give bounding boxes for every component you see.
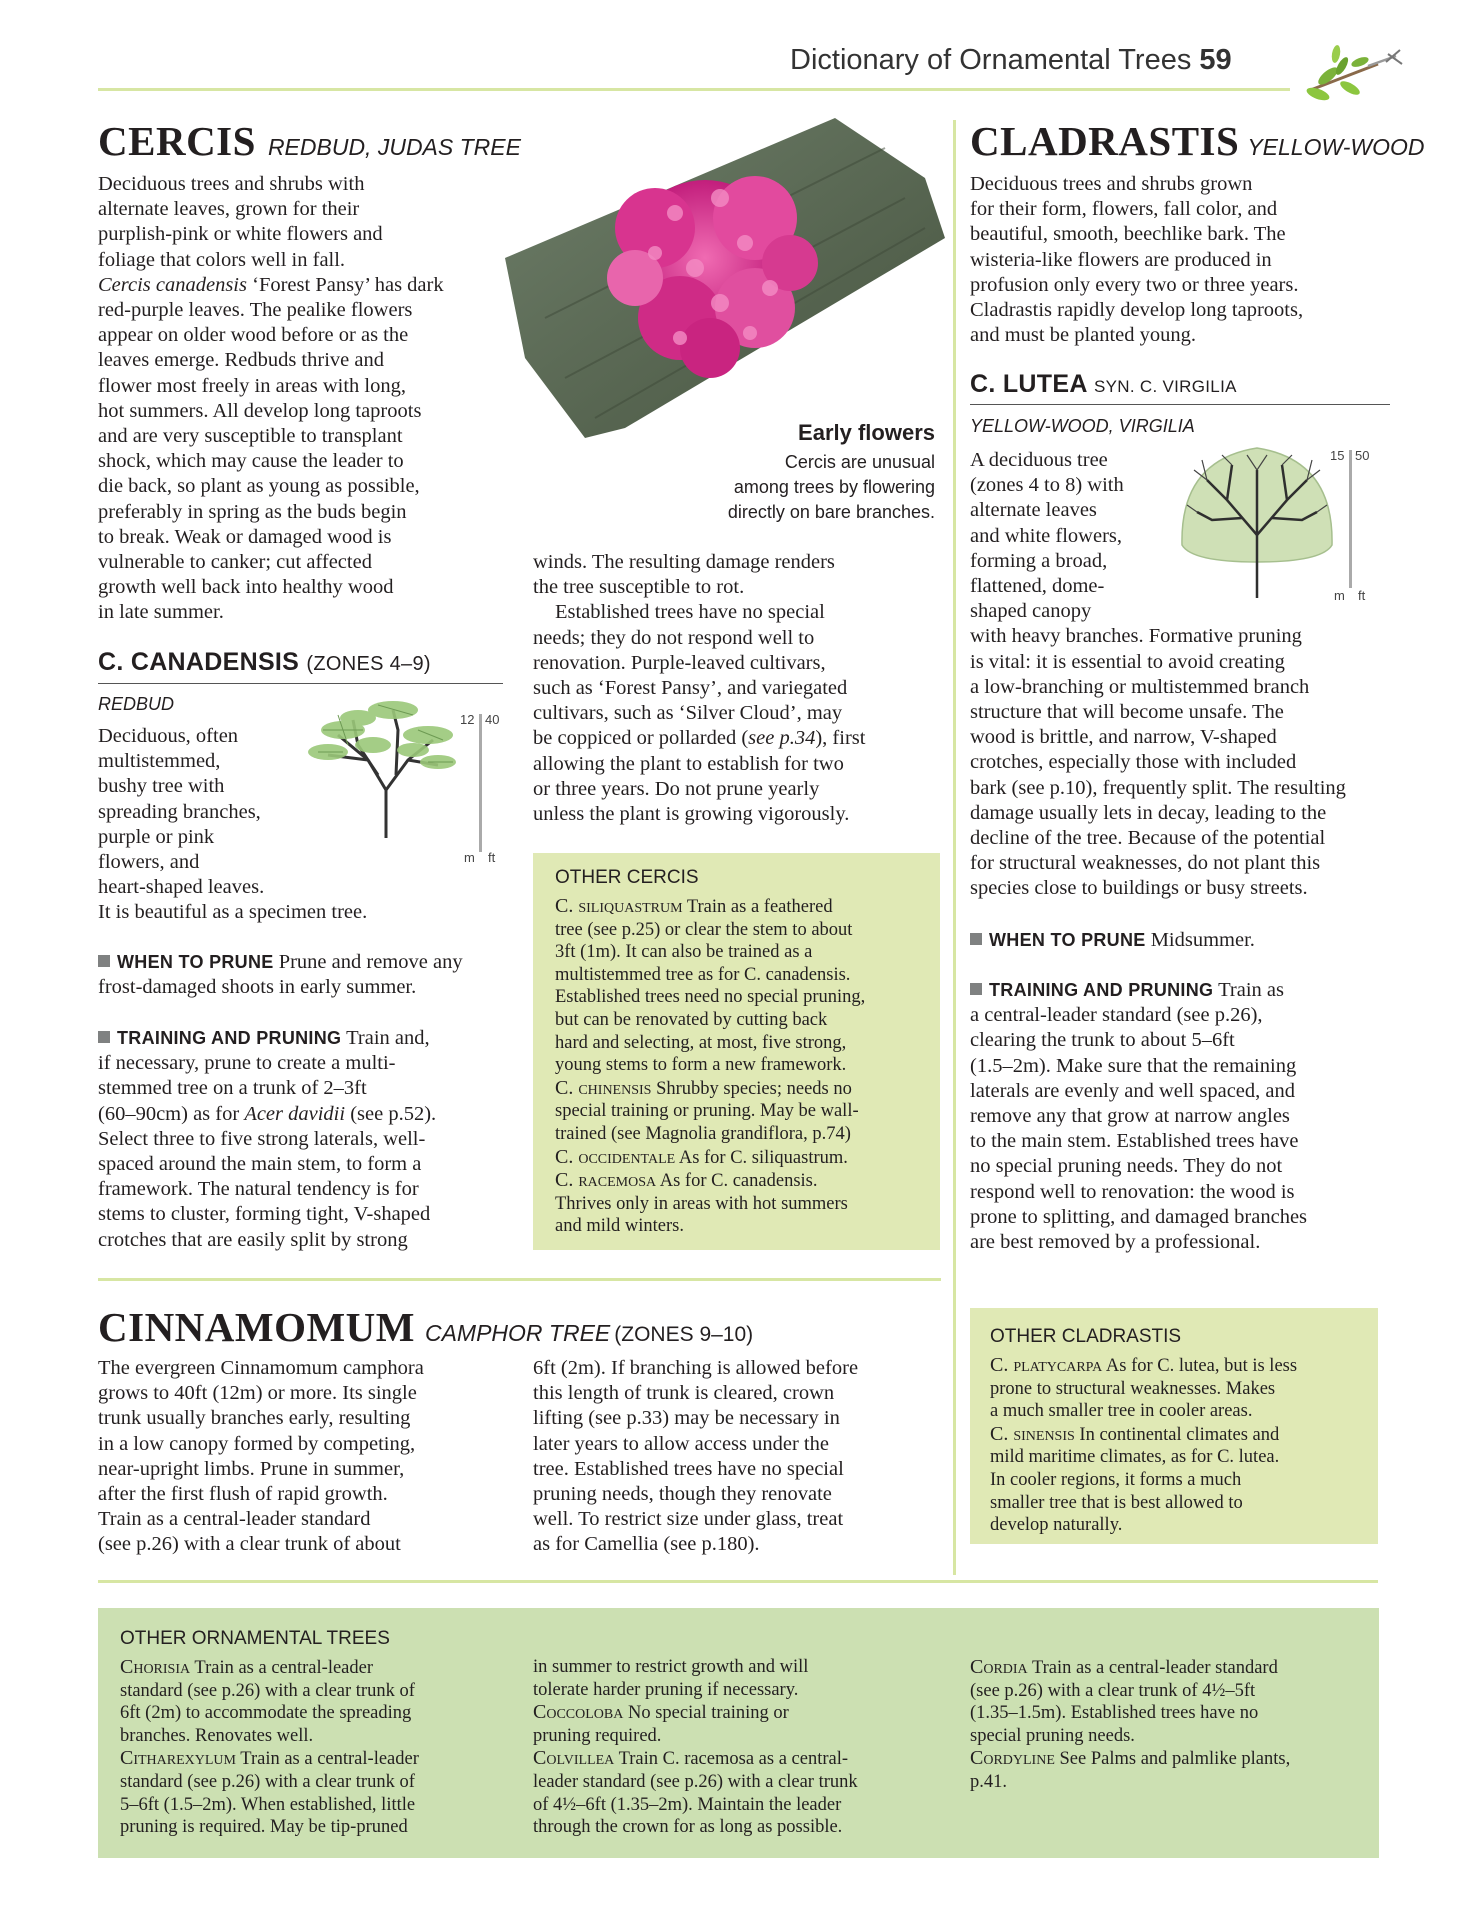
entry-line: tree (see p.25) or clear the stem to about xyxy=(555,919,853,940)
canadensis-zones: (ZONES 4–9) xyxy=(306,653,431,675)
text-line: The evergreen Cinnamomum camphora xyxy=(98,1357,424,1379)
entry-line: In cooler regions, it forms a much xyxy=(990,1469,1242,1490)
cladrastis-training-pruning xyxy=(970,978,1400,1255)
entry-text: Train as a central-leader standard xyxy=(1031,1658,1278,1678)
cladrastis-common-name: YELLOW-WOOD xyxy=(1247,134,1425,160)
text-line: near-upright limbs. Prune in summer, xyxy=(98,1457,405,1480)
entry-line: special pruning needs. xyxy=(970,1725,1135,1746)
entry-text: In continental climates and xyxy=(1079,1424,1280,1445)
train-line xyxy=(98,1026,518,1051)
caption-line: directly on bare branches. xyxy=(727,502,935,522)
intro-line: alternate leaves, grown for their xyxy=(98,198,360,221)
entry-line: standard (see p.26) with a clear trunk of xyxy=(120,1771,415,1792)
desc-line: wood is brittle, and narrow, V-shaped xyxy=(970,726,1277,749)
when-label: WHEN TO PRUNE xyxy=(117,952,274,972)
text-line: as for Camellia (see p.180). xyxy=(533,1533,760,1556)
other-cladrastis-title: OTHER CLADRASTIS xyxy=(990,1326,1182,1347)
cinnamomum-column-two xyxy=(533,1356,943,1558)
bottom-rule xyxy=(98,1580,1378,1583)
desc-line: A deciduous tree xyxy=(970,449,1108,471)
when-text: Midsummer. xyxy=(1150,929,1255,951)
entry-line: Established trees need no special pruning, xyxy=(555,987,866,1008)
text-line: (see p.26) with a clear trunk of about xyxy=(98,1533,401,1556)
canadensis-rule xyxy=(98,683,503,684)
other-cercis-box xyxy=(533,853,940,1250)
other-trees-col2 xyxy=(533,1656,928,1839)
other-entry xyxy=(533,1747,928,1771)
entry-line: standard (see p.26) with a clear trunk of xyxy=(120,1680,415,1701)
entry-line: trained (see Magnolia grandiflora, p.74) xyxy=(555,1123,851,1144)
entry-line: pruning required. xyxy=(533,1725,662,1746)
cladrastis-when-to-prune xyxy=(970,928,1400,953)
train-text: to the main stem. Established trees have xyxy=(970,1130,1299,1153)
cladrastis-intro xyxy=(970,172,1390,348)
column-divider xyxy=(953,120,956,1575)
entry-name: C. occidentale xyxy=(555,1145,676,1168)
entry-line: (1.35–1.5m). Established trees have no xyxy=(970,1703,1259,1724)
desc-line: bushy tree with xyxy=(98,775,225,798)
cladrastis-heading xyxy=(970,117,1425,165)
entry-line: mild maritime climates, as for C. lutea. xyxy=(990,1447,1280,1468)
entry-line: Thrives only in areas with hot summers xyxy=(555,1193,848,1214)
train-label: TRAINING AND PRUNING xyxy=(989,980,1214,1000)
train-text xyxy=(98,1102,518,1127)
canadensis-heading xyxy=(98,648,431,677)
desc-line: forming a broad, xyxy=(970,549,1108,572)
canadensis-common: REDBUD xyxy=(98,694,175,714)
entry-line: a much smaller tree in cooler areas. xyxy=(990,1401,1253,1422)
intro-line: growth well back into healthy wood xyxy=(98,576,394,599)
train-text: a central-leader standard (see p.26), xyxy=(970,1004,1263,1027)
col2-line: needs; they do not respond well to xyxy=(533,626,815,649)
intro-line: purplish-pink or white flowers and xyxy=(98,223,383,246)
col2-part: be coppiced or pollarded ( xyxy=(533,727,749,750)
desc-line: decline of the tree. Because of the potential xyxy=(970,827,1326,850)
train-text: Train and, xyxy=(346,1027,430,1049)
intro-line: in late summer. xyxy=(98,601,224,624)
entry-name: Cordia xyxy=(970,1656,1028,1678)
entry-line: and mild winters. xyxy=(555,1216,684,1237)
cercis-training-pruning xyxy=(98,1026,518,1253)
cinnamomum-heading xyxy=(98,1303,753,1351)
other-entry xyxy=(970,1747,1365,1771)
cinnamomum-title: CINNAMOMUM xyxy=(98,1304,415,1350)
desc-line: multistemmed, xyxy=(98,750,221,773)
caption-line: among trees by flowering xyxy=(733,477,935,497)
col2-line: unless the plant is growing vigorously. xyxy=(533,803,850,826)
entry-line: of 4½–6ft (1.35–2m). Maintain the leader xyxy=(533,1794,842,1815)
entry-text: As for C. lutea, but is less xyxy=(1105,1356,1298,1376)
bullet-square-icon xyxy=(98,1031,110,1043)
when-line xyxy=(98,950,518,975)
desc-line: heart-shaped leaves. xyxy=(98,876,265,899)
entry-text: Train as a central-leader xyxy=(240,1749,419,1770)
entry-line: but can be renovated by cutting back xyxy=(555,1009,828,1030)
other-trees-col1 xyxy=(120,1656,515,1839)
page-ref: see p.34 xyxy=(748,727,816,750)
other-ornamental-trees-box xyxy=(98,1608,1379,1858)
col2-line: or three years. Do not prune yearly xyxy=(533,777,820,800)
entry-name: C. racemosa xyxy=(555,1169,657,1192)
col2-line xyxy=(533,726,943,751)
text-line: after the first flush of rapid growth. xyxy=(98,1483,388,1506)
scale-m-value: 15 xyxy=(1330,448,1345,463)
entry-name: Cordyline xyxy=(970,1747,1055,1770)
other-cercis-list xyxy=(555,895,930,1238)
canadensis-description xyxy=(98,724,518,926)
train-line xyxy=(970,978,1400,1003)
col2-line: such as ‘Forest Pansy’, and variegated xyxy=(533,677,848,700)
intro-text: ‘Forest Pansy’ has dark xyxy=(247,273,444,296)
text-line: trunk usually branches early, resulting xyxy=(98,1407,411,1430)
desc-line: for structural weaknesses, do not plant this xyxy=(970,852,1321,875)
section-rule xyxy=(98,1278,941,1281)
train-text: are best removed by a professional. xyxy=(970,1231,1261,1254)
header-rule xyxy=(98,88,1290,91)
intro-line: for their form, flowers, fall color, and xyxy=(970,198,1278,221)
train-text: remove any that grow at narrow angles xyxy=(970,1105,1290,1128)
other-entry xyxy=(555,1077,930,1101)
desc-line: structure that will become unsafe. The xyxy=(970,701,1284,724)
page-number: 59 xyxy=(1199,44,1232,76)
intro-line: preferably in spring as the buds begin xyxy=(98,500,407,523)
entry-line: smaller tree that is best allowed to xyxy=(990,1492,1243,1513)
redbud-flowers-image xyxy=(505,118,945,448)
entry-line: 3ft (1m). It can also be trained as a xyxy=(555,942,813,963)
entry-line: (see p.26) with a clear trunk of 4½–5ft xyxy=(970,1680,1256,1701)
when-label: WHEN TO PRUNE xyxy=(989,930,1146,950)
intro-line: leaves emerge. Redbuds thrive and xyxy=(98,349,384,372)
train-text: (1.5–2m). Make sure that the remaining xyxy=(970,1054,1297,1077)
train-text: crotches that are easily split by strong xyxy=(98,1228,408,1251)
other-entry xyxy=(555,1169,930,1193)
cladrastis-title: CLADRASTIS xyxy=(970,118,1240,164)
entry-name: Chorisia xyxy=(120,1656,191,1678)
other-entry xyxy=(533,1701,928,1725)
lutea-heading xyxy=(970,370,1237,399)
entry-text: Train as a feathered xyxy=(686,897,833,917)
intro-line: foliage that colors well in fall. xyxy=(98,248,346,271)
scale-ft-label: ft xyxy=(1358,588,1366,603)
entry-line: special training or pruning. May be wall- xyxy=(555,1101,859,1122)
entry-line: p.41. xyxy=(970,1771,1007,1792)
entry-line: multistemmed tree as for C. canadensis. xyxy=(555,964,851,985)
desc-line: Deciduous, often xyxy=(98,725,239,747)
when-text: Prune and remove any xyxy=(278,951,463,973)
other-cladrastis-box xyxy=(970,1308,1378,1544)
species-name: Cercis canadensis xyxy=(98,273,247,296)
other-cladrastis-list xyxy=(990,1354,1370,1537)
train-text: stemmed tree on a trunk of 2–3ft xyxy=(98,1077,367,1100)
train-text-part: (see p.52). xyxy=(345,1102,437,1125)
entry-text: See Palms and palmlike plants, xyxy=(1059,1749,1291,1770)
cercis-column-two xyxy=(533,550,943,827)
train-text: no special pruning needs. They do not xyxy=(970,1155,1283,1178)
train-text: laterals are evenly and well spaced, and xyxy=(970,1079,1295,1102)
text-line: lifting (see p.33) may be necessary in xyxy=(533,1407,840,1430)
intro-line: vulnerable to canker; cut affected xyxy=(98,551,372,574)
text-line: tree. Established trees have no special xyxy=(533,1457,844,1480)
intro-line: profusion only every two or three years. xyxy=(970,273,1299,296)
col2-line: winds. The resulting damage renders xyxy=(533,551,835,573)
intro-line: wisteria-like flowers are produced in xyxy=(970,248,1272,271)
entry-line: in summer to restrict growth and will xyxy=(533,1657,809,1677)
other-trees-col3 xyxy=(970,1656,1365,1794)
entry-line: develop naturally. xyxy=(990,1515,1123,1536)
intro-line: Deciduous trees and shrubs grown xyxy=(970,173,1253,195)
entry-text: Shrubby species; needs no xyxy=(656,1078,852,1099)
species-name: Acer davidii xyxy=(244,1102,346,1125)
bullet-square-icon xyxy=(970,983,982,995)
header-leaf-icon xyxy=(1298,36,1408,106)
entry-line: young stems to form a new framework. xyxy=(555,1055,847,1076)
other-entry xyxy=(555,1146,930,1170)
cercis-heading xyxy=(98,117,521,165)
desc-line: alternate leaves xyxy=(970,499,1097,522)
canadensis-title: C. CANADENSIS xyxy=(98,648,300,676)
entry-line: branches. Renovates well. xyxy=(120,1725,314,1746)
desc-line: It is beautiful as a specimen tree. xyxy=(98,901,368,924)
scale-m-value: 12 xyxy=(460,712,475,727)
entry-text: Train C. racemosa as a central- xyxy=(618,1749,849,1770)
train-text: clearing the trunk to about 5–6ft xyxy=(970,1029,1235,1052)
when-text: frost-damaged shoots in early summer. xyxy=(98,976,417,999)
train-text-part: (60–90cm) as for xyxy=(98,1102,245,1125)
intro-line: die back, so plant as young as possible, xyxy=(98,475,420,498)
scale-ft-value: 50 xyxy=(1355,448,1370,463)
entry-name: C. siliquastrum xyxy=(555,895,683,917)
desc-line: purple or pink xyxy=(98,825,215,848)
desc-line: spreading branches, xyxy=(98,800,261,823)
intro-line: flower most freely in areas with long, xyxy=(98,374,406,397)
cinnamomum-column-one xyxy=(98,1356,518,1558)
intro-line xyxy=(98,273,498,298)
lutea-description xyxy=(970,448,1400,902)
col2-line: Established trees have no special xyxy=(555,601,825,624)
scale-m-label: m xyxy=(464,850,475,865)
entry-line: through the crown for as long as possible. xyxy=(533,1817,843,1838)
entry-line: 5–6ft (1.5–2m). When established, little xyxy=(120,1794,416,1815)
entry-name: Citharexylum xyxy=(120,1747,236,1770)
train-text: framework. The natural tendency is for xyxy=(98,1178,419,1201)
image-caption xyxy=(605,420,935,525)
other-entry xyxy=(120,1747,515,1771)
cinnamomum-zones: (ZONES 9–10) xyxy=(614,1323,754,1346)
col2-line: cultivars, such as ‘Silver Cloud’, may xyxy=(533,702,843,725)
intro-line: red-purple leaves. The pealike flowers xyxy=(98,299,413,322)
other-entry xyxy=(990,1423,1370,1447)
text-line: well. To restrict size under glass, treat xyxy=(533,1508,844,1531)
desc-line: flattened, dome- xyxy=(970,575,1105,598)
entry-text: No special training or xyxy=(627,1703,789,1724)
cercis-title: CERCIS xyxy=(98,118,256,164)
caption-line: Cercis are unusual xyxy=(784,452,935,472)
train-text: Select three to five strong laterals, well- xyxy=(98,1127,426,1150)
header-title: Dictionary of Ornamental Trees xyxy=(790,44,1192,76)
col2-part: ), first xyxy=(815,727,866,750)
train-text: spaced around the main stem, to form a xyxy=(98,1153,422,1176)
intro-line: Deciduous trees and shrubs with xyxy=(98,173,365,195)
text-line: this length of trunk is cleared, crown xyxy=(533,1382,835,1405)
desc-line: crotches, especially those with included xyxy=(970,751,1297,774)
train-text: Train as xyxy=(1218,979,1284,1001)
intro-line: appear on older wood before or as the xyxy=(98,324,409,347)
other-entry xyxy=(970,1656,1365,1680)
text-line: in a low canopy formed by competing, xyxy=(98,1432,416,1455)
intro-line: to break. Weak or damaged wood is xyxy=(98,525,392,548)
col2-line: allowing the plant to establish for two xyxy=(533,752,844,775)
text-line: pruning needs, though they renovate xyxy=(533,1483,832,1506)
intro-line: shock, which may cause the leader to xyxy=(98,450,404,473)
other-entry xyxy=(120,1656,515,1680)
entry-line: hard and selecting, at most, five strong, xyxy=(555,1032,847,1053)
entry-line: prone to structural weaknesses. Makes xyxy=(990,1378,1276,1399)
entry-text: As for C. canadensis. xyxy=(659,1171,818,1192)
intro-line: beautiful, smooth, beechlike bark. The xyxy=(970,223,1286,246)
scale-ft-value: 40 xyxy=(485,712,500,727)
other-entry xyxy=(555,895,930,919)
other-trees-title: OTHER ORNAMENTAL TREES xyxy=(120,1628,390,1649)
text-line: grows to 40ft (12m) or more. Its single xyxy=(98,1382,417,1405)
desc-line: bark (see p.10), frequently split. The resulting xyxy=(970,776,1346,799)
desc-line: and white flowers, xyxy=(970,524,1122,547)
text-line: Train as a central-leader standard xyxy=(98,1508,371,1531)
lutea-title: C. LUTEA xyxy=(970,370,1087,398)
entry-line: 6ft (2m) to accommodate the spreading xyxy=(120,1703,412,1724)
intro-line: Cladrastis rapidly develop long taproots, xyxy=(970,299,1304,322)
cercis-intro xyxy=(98,172,498,626)
scale-ft-label: ft xyxy=(488,850,496,865)
train-text: if necessary, prune to create a multi- xyxy=(98,1052,396,1075)
entry-line: tolerate harder pruning if necessary. xyxy=(533,1679,799,1700)
intro-line: hot summers. All develop long taproots xyxy=(98,399,422,422)
col2-line: renovation. Purple-leaved cultivars, xyxy=(533,651,826,674)
entry-name: C. platycarpa xyxy=(990,1354,1103,1376)
train-text: stems to cluster, forming tight, V-shaped xyxy=(98,1203,431,1226)
entry-line: leader standard (see p.26) with a clear trunk xyxy=(533,1771,858,1792)
entry-name: C. sinensis xyxy=(990,1422,1075,1445)
lutea-synonym: SYN. C. VIRGILIA xyxy=(1094,377,1237,396)
text-line: 6ft (2m). If branching is allowed before xyxy=(533,1357,859,1379)
caption-title: Early flowers xyxy=(798,420,935,445)
cinnamomum-common-name: CAMPHOR TREE xyxy=(424,1320,611,1346)
bullet-square-icon xyxy=(98,955,110,967)
running-header xyxy=(790,44,1232,77)
entry-name: Coccoloba xyxy=(533,1701,624,1724)
bullet-square-icon xyxy=(970,933,982,945)
col2-line: the tree susceptible to rot. xyxy=(533,576,745,599)
train-label: TRAINING AND PRUNING xyxy=(117,1028,342,1048)
lutea-rule xyxy=(970,404,1390,405)
desc-line: shaped canopy xyxy=(970,600,1092,623)
other-entry xyxy=(990,1354,1370,1378)
entry-text: Train as a central-leader xyxy=(194,1658,373,1678)
desc-line: damage usually lets in decay, leading to the xyxy=(970,801,1327,824)
entry-name: C. chinensis xyxy=(555,1076,652,1099)
lutea-common: YELLOW-WOOD, VIRGILIA xyxy=(970,416,1195,436)
scale-m-label: m xyxy=(1334,588,1345,603)
intro-line: and are very susceptible to transplant xyxy=(98,425,403,448)
train-text: respond well to renovation: the wood is xyxy=(970,1180,1295,1203)
intro-line: and must be planted young. xyxy=(970,324,1197,347)
desc-line: with heavy branches. Formative pruning xyxy=(970,625,1302,648)
desc-line: species close to buildings or busy streets. xyxy=(970,877,1308,900)
desc-line: flowers, and xyxy=(98,851,200,874)
other-cercis-title: OTHER CERCIS xyxy=(555,867,699,888)
desc-line: is vital: it is essential to avoid creating xyxy=(970,650,1285,673)
entry-name: Colvillea xyxy=(533,1747,615,1770)
cercis-common-name: REDBUD, JUDAS TREE xyxy=(267,134,521,160)
entry-text: As for C. siliquastrum. xyxy=(678,1147,848,1168)
desc-line: (zones 4 to 8) with xyxy=(970,474,1124,497)
entry-line: pruning is required. May be tip-pruned xyxy=(120,1817,408,1838)
cercis-when-to-prune xyxy=(98,950,518,1000)
desc-line: a low-branching or multistemmed branch xyxy=(970,675,1310,698)
text-line: later years to allow access under the xyxy=(533,1432,829,1455)
train-text: prone to splitting, and damaged branches xyxy=(970,1205,1308,1228)
